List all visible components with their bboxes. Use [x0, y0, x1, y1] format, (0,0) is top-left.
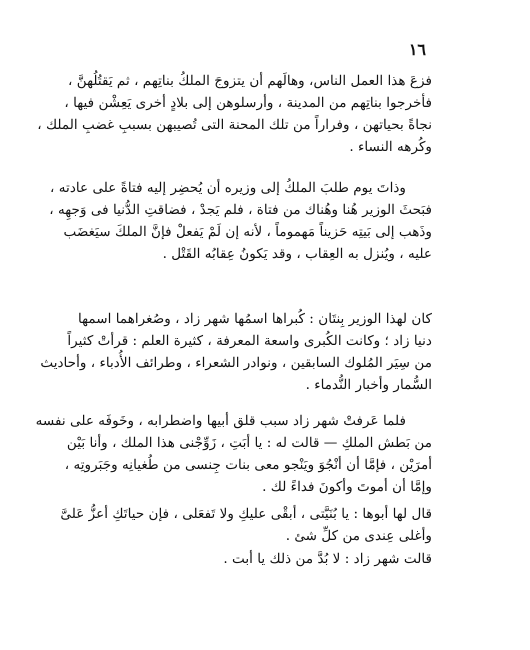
text-line: السُّمار وأخبار النُّدماء . [305, 377, 432, 393]
paragraph-3 [35, 410, 432, 498]
text-line: وكُرهه النساء . [349, 139, 432, 155]
text-line: قالت شهر زاد : لا بُدَّ من ذلك يا أبت . [223, 551, 432, 567]
text-line: نجاةً بحياتهن ، وفراراً من تلك المحنة التى تُصيبهن بسببِ غضبِ الملك ، [37, 117, 432, 133]
text-line: من سِيَر المُلوك السابقين ، ونوادر الشعراء ، وطرائف الأُدباء ، وأحاديث [40, 355, 432, 371]
text-line: وذَهب إلى بَيتِه حَزيناً مَهموماً ، لأنه إن لَمْ يَفعلْ فإنَّ الملكَ سيَغضَب [63, 224, 432, 240]
paragraph-1 [37, 70, 432, 158]
text-line: فلما عَرفتْ شهر زاد سبب قلق أبيها واضطرابه ، وخَوفَه على نفسه [35, 413, 406, 429]
text-line: وأغلى عِندى من كلِّ شئ . [285, 528, 432, 544]
text-line: قال لها أبوها : يا بُنَيَّتى ، أبقْى عليكِ ولا تَفعَلى ، فإن حياتَكِ أعزُّ عَلىَّ [60, 506, 432, 522]
paragraph-2-continued [40, 308, 432, 396]
text-line: من بَطش الملكِ — قالت له : يا أبَتِ ، زَوِّجْنى هذا الملك ، وأنا بَيْن [66, 435, 432, 451]
paragraph-4 [60, 503, 432, 547]
text-line: فزعَ هذا العمل الناس، وهالَهم أن يتزوجَ الملكُ بناتِهم ، ثم يَقتُلُهنَّ ، [68, 73, 432, 89]
text-line: فأخرجوا بناتِهم من المدينة ، وأرسلوهن إلى بلادٍ أخرى يَعِشْن فيها ، [64, 95, 432, 111]
text-line: كان لهذا الوزير بِنتَان : كُبراها اسمُها شهر زاد ، وصُغراهما اسمها [77, 311, 432, 327]
paragraph-2 [49, 177, 432, 265]
page-number: ١٦ [408, 40, 426, 59]
text-line: وإمَّا أن أموتَ وأكونَ فداءً لك . [262, 479, 432, 495]
text-line: دنيا زاد ؛ وكانت الكُبرى واسعة المعرفة ، كثيرة العلم : قرأتْ كثيراً [67, 333, 432, 349]
text-line: وذاتَ يوم طلبَ الملكُ إلى وزيره أن يُحضِر إليه فتاةً على عادته ، [50, 180, 406, 196]
text-line: أمرَيْن ، فإمَّا أن أنْجُوَ ويَنْجو معى بنات جِنسى من طُغيانِه وجَبَروتِه ، [64, 457, 432, 473]
text-line: فبَحثَ الوزير هُنا وهُناك من فتاة ، فلم يَجدْ ، فضاقتِ الدُّنيا فى وَجهِه ، [49, 202, 432, 218]
paragraph-5 [100, 548, 432, 570]
text-line: عليه ، ويُنزل به العِقاب ، وقد يَكونُ عِقابُه القَتْل . [162, 246, 432, 262]
